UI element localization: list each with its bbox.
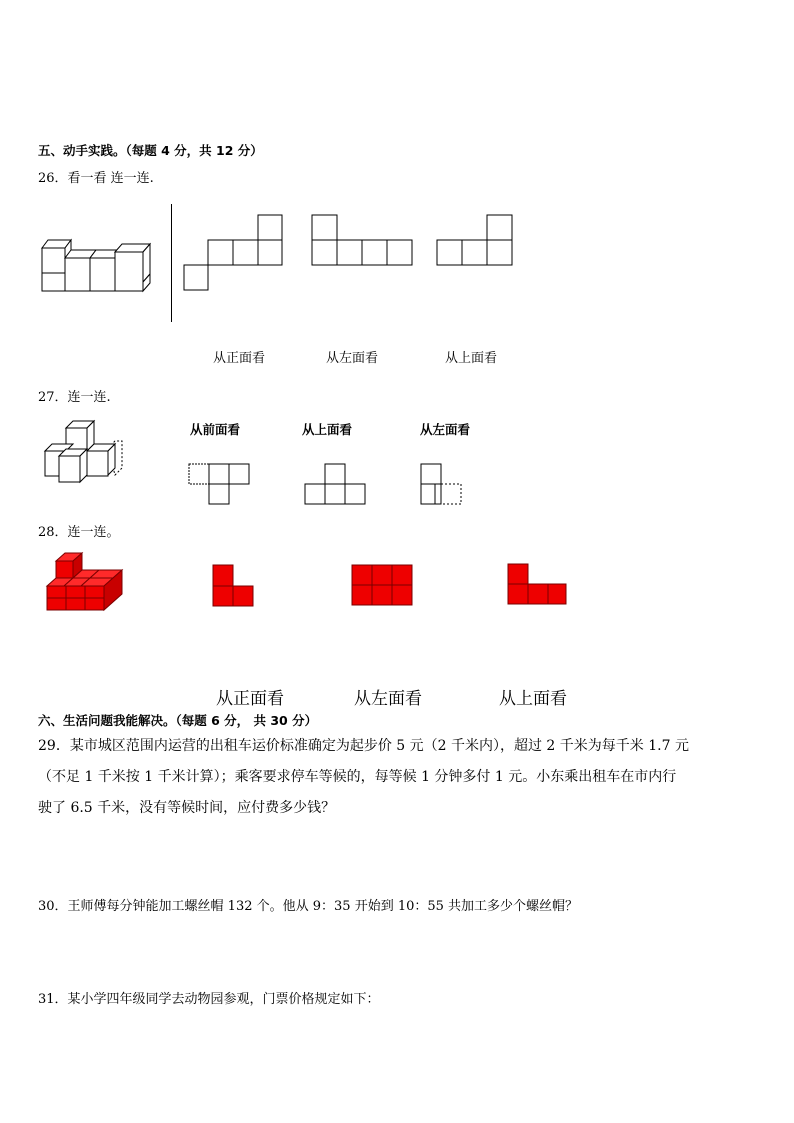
q27-view-label-left: 从左面看 [420, 422, 471, 437]
q26-view-a [184, 215, 284, 291]
q28-view-b [351, 564, 413, 606]
question-29-line-3: 驶了 6.5 千米，没有等候时间，应付费多少钱？ [38, 800, 336, 816]
q27-view-c [420, 463, 466, 507]
q28-view-c [507, 563, 569, 607]
q28-view-label-top: 从上面看 [499, 689, 567, 709]
q26-solid-figure [40, 238, 160, 298]
q28-view-label-front: 从正面看 [216, 689, 284, 709]
section-five-title: 五、动手实践。（每题 4 分，共 12 分） [38, 143, 263, 158]
q26-divider [171, 204, 172, 322]
q27-view-b [304, 463, 368, 507]
q26-view-label-left: 从左面看 [326, 351, 379, 366]
q27-view-label-top: 从上面看 [302, 422, 353, 437]
q26-view-label-front: 从正面看 [213, 351, 266, 366]
question-31-text: 31．某小学四年级同学去动物园参观，门票价格规定如下： [38, 992, 380, 1007]
section-six-title: 六、生活问题我能解决。（每题 6 分， 共 30 分） [38, 713, 318, 728]
question-29-line-2: （不足 1 千米按 1 千米计算）；乘客要求停车等候的，每等候 1 分钟多付 1 元。小东乘出租车在市内行 [38, 769, 677, 785]
q27-solid-figure [44, 420, 126, 486]
q27-view-label-front: 从前面看 [190, 422, 241, 437]
question-26-label: 26．看一看 连一连. [38, 171, 154, 186]
question-29-line-1: 29．某市城区范围内运营的出租车运价标准确定为起步价 5 元（2 千米内），超过 2 千米为每千米 1.7 元 [38, 738, 689, 754]
q28-view-a [212, 564, 256, 608]
question-27-label: 27．连一连. [38, 390, 111, 405]
q26-view-b [312, 215, 413, 267]
q27-view-a [188, 463, 252, 507]
q28-solid-figure [46, 552, 126, 614]
q28-view-label-left: 从左面看 [354, 689, 422, 709]
question-28-label: 28．连一连。 [38, 525, 120, 540]
q26-view-c [437, 215, 513, 267]
question-30-text: 30．王师傅每分钟能加工螺丝帽 132 个。他从 9：35 开始到 10：55 共加工多少个螺丝帽？ [38, 899, 579, 914]
q26-view-label-top: 从上面看 [445, 351, 498, 366]
